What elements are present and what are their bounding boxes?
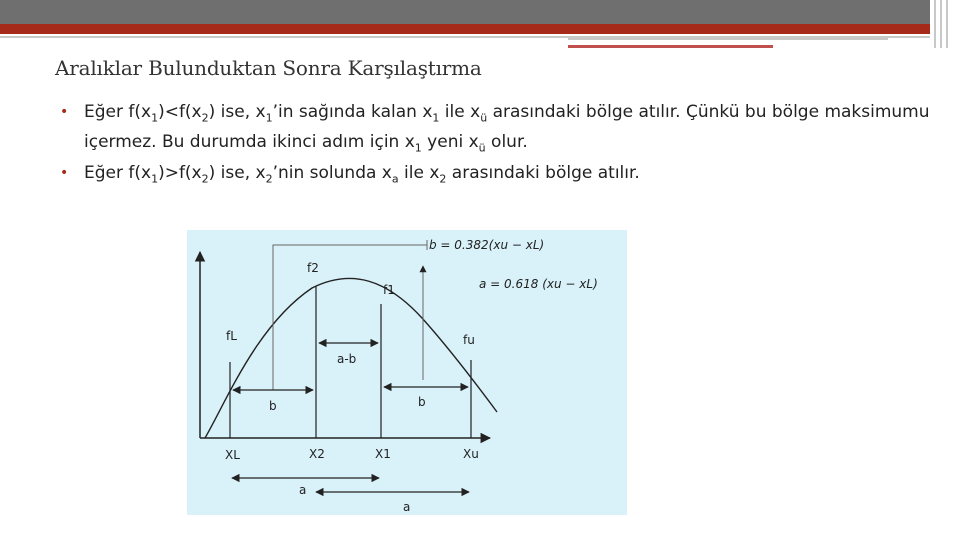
subscript: 1 <box>265 111 273 125</box>
decor-line <box>934 0 936 48</box>
label-a-bottom: a <box>403 500 411 514</box>
bullet-text: ) ise, x <box>208 162 266 183</box>
bullet-text: )>f(x <box>158 162 202 183</box>
bullet-item <box>60 100 940 161</box>
subscript: 2 <box>201 172 209 186</box>
label-b-right: b <box>418 395 426 409</box>
label-fu: fu <box>463 333 475 347</box>
bullet-text: yeni x <box>421 132 479 153</box>
subscript: ü <box>480 111 488 125</box>
bullet-text: olur. <box>485 132 528 153</box>
golden-section-diagram <box>187 230 627 515</box>
bullet-text: arasındaki bölge atılır. <box>446 162 640 183</box>
bullet-icon: • <box>60 164 69 181</box>
golden-section-figure <box>187 230 627 515</box>
bullet-text: ile x <box>398 162 440 183</box>
label-a-top: a <box>299 483 307 497</box>
subscript: 1 <box>151 172 159 186</box>
subscript: 2 <box>265 172 273 186</box>
decor-line <box>568 38 888 40</box>
bullet-text: ’in sağında kalan x <box>272 102 433 122</box>
bullet-text: ’nin solunda x <box>272 162 392 183</box>
bullet-text: ile x <box>439 102 481 122</box>
bullet-text: Eğer f(x <box>84 102 152 122</box>
subscript: 2 <box>201 111 209 125</box>
header-bar <box>0 0 930 24</box>
header-accent-bar <box>0 24 930 34</box>
label-x2: X2 <box>309 447 325 461</box>
slide-title: Aralıklar Bulunduktan Sonra Karşılaştırma <box>55 56 482 80</box>
subscript: a <box>391 172 399 186</box>
label-b-left: b <box>269 399 277 413</box>
label-xl: XL <box>225 448 240 462</box>
subscript: 1 <box>432 111 440 125</box>
label-xu: Xu <box>463 447 479 461</box>
subscript: 1 <box>151 111 159 125</box>
subscript: ü <box>478 141 486 155</box>
label-f1: f1 <box>383 283 395 297</box>
bullet-text: arasındaki bölge atılır. Çünkü bu bölge maksimumu içermez. Bu durumda ikinci adım için x <box>84 102 930 153</box>
b-bracket <box>273 245 427 390</box>
bullet-text: ) ise, x <box>208 102 266 122</box>
label-fl: fL <box>226 329 237 343</box>
bullet-icon: • <box>60 104 69 120</box>
label-x1: X1 <box>375 447 391 461</box>
decor-line <box>568 45 773 48</box>
subscript: 2 <box>439 172 447 186</box>
label-f2: f2 <box>307 261 319 275</box>
decor-line <box>940 0 942 48</box>
label-a-minus-b: a-b <box>337 352 357 366</box>
subscript: 1 <box>414 141 422 155</box>
bullet-text: Eğer f(x <box>84 162 152 183</box>
bullet-item <box>60 161 940 191</box>
bullet-text: )<f(x <box>158 102 202 122</box>
bullet-list <box>60 100 940 191</box>
decor-line <box>946 0 948 48</box>
formula-a: a = 0.618 (xu − xL) <box>479 277 598 291</box>
formula-b: b = 0.382(xu − xL) <box>429 238 545 252</box>
